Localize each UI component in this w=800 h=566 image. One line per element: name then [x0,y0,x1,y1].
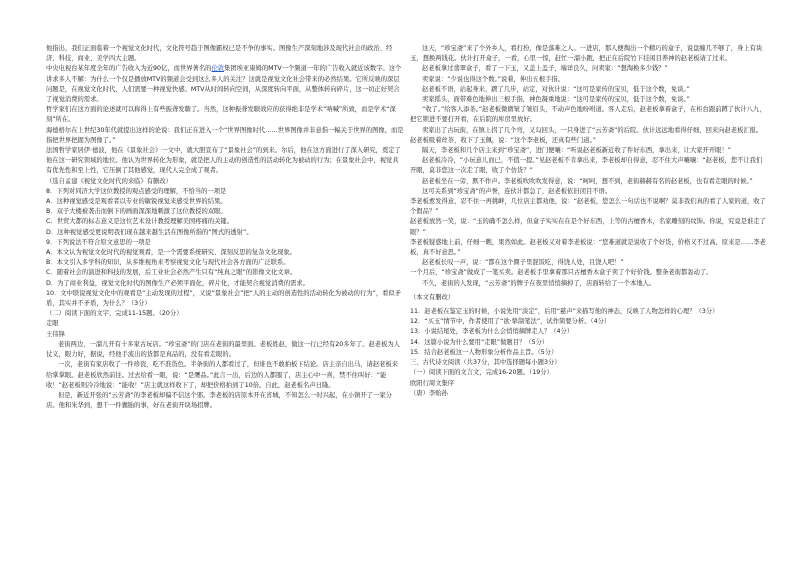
text: 集团埃亚康姆的MTV一个频道一年的广告收入就近该数字。这个讲求多人不解：为什么一个仅是播放MTV的频道会受到这么多人的关注？这就是视觉文化社会带来的必然结果。它所反映的深层问题是，在视觉文化时代，人们需要一种视觉快感。MTV从时间转向空间，从深度转向平面，从整体转向碎片，这一切正好契合了视觉消费的需求。 [46,65,402,104]
question-14: 14．这篇小说为什么要用“走眼”做题目？（5分） [410,338,549,346]
paragraph: 赵老板冷冷，“小玩意儿而已，不值一提。”见赵老板不肯拿出来，李老板却自得意，忍不住大声嚷嚷：“赵老板，您不让我们开眼，莫非您这一次走了眼，收了个仿货？” [410,157,763,175]
paragraph: 卖家出了古玩街，在镇上拐了几个弯，又勾回头，一只身进了“云芳斋”的后院。伙计远远地看得仔细，回来向赵老板汇报。赵老板吸着丝茶，收下了玉佩，说：“这个李老板，还真有些门道。” [410,126,763,144]
option: B．本文引入多学科的知识，从多维视角来考察视觉文化与现代社会各方面的广泛联系。 [46,259,290,267]
option: D．为了商业利益，视觉文化时代的图像生产必须平面化，碎片化，才能契合视觉消费的需求。 [46,279,310,287]
option: C．世贸大都的标志意义是这位艺术设计教授理解美国疼痛的关键。 [46,218,234,226]
paragraph: 卖家说：“少说也得这个数。”说着，伸出五根手指。 [422,75,564,83]
paragraph: 李老板愈发得意，忍不住一再挑衅，几位店主都劝他，说：“赵老板，您怎么一句话也不说啊？莫非我们真的看了人家的道，收了个假品？” [410,198,766,216]
section-heading: 三、古代诗文阅读（共37分，其中选择题每小题3分） [410,359,561,367]
question-12: 12．“买玉”情节中，作者使用了“欲·挚制笔法”，试作简要分析。（4分） [410,318,611,326]
paragraph: 一次，老街有家店收了一件珍瓷，吃不准货色。半条街的人都看过了，但谁也不敢拍板下结论。店主亲自出马，请赵老板来给掌掌眼。赵老板欣然前往。过去给看一眼，说：“是赝品。”此言一出，后边的人都服了，店主心中一喜，禁不住叫好：“能收！”赵老板则冷冷地说：“能收！”店主就这样收下了，却把价格拍到了10倍。自此，赵老板名声日隆。 [46,361,399,389]
section-heading: （二）阅读下面的文字，完成11-15题。（20分） [46,310,183,318]
paragraph: 赵老板拿过翡翠盒子，看了一下玉，又盖上盖子，端详良久，问卖家：“想淘换多少钱？” [422,65,668,73]
left-column [46,44,404,411]
hyperlink[interactable]: 伦敦 [211,65,225,73]
paragraph: 赵老板坐在一旁，默不作声。李老板吹吹吹发得意，说：“呵呵，想不到，老街赫赫有名的赵老板，也有看走眼的时候。” [422,177,753,185]
paragraph: 老街两边，一溜儿开有十多家古玩店。“珍宝斋”的门店在老街的最里面。老板姓赵，做这一行已经有20多年了。赵老板为人仗义，眼力好，据说，经他手流出的货都是真品的，没有看走眼的。 [46,340,400,359]
text: 中央电视台某年度全年的广告收入为近90亿，而世界著名的 [46,65,212,73]
paragraph: 卖家摇头，面带难色地伸出三根手指，神色凝重地说：“这可是家传的宝贝，低于这个数，免谈。” [422,96,690,104]
paragraph: 隔天，李老板和几个店主来到“珍宝斋”，进门便嚷：“听说赵老板新近收了件好东西，拿出来，让大家开开眼！” [422,147,732,155]
question-10: 10．文中联说视觉文化中的观看是“主动发现的过程”，又说“景象社会”把“人的主动的创造性的活动转化为被动的行为”，看似矛盾，其实并不矛盾，为什么？（3分） [46,289,402,308]
poem-author: （唐）李贻孙 [410,389,448,397]
paragraph: 海德格尔在上世纪30年代就提出这样的论说：我们正在进入一个“世界图像时代……世界图像并非意指一幅关于世界的图像，而是指把世界把握为图像了。” [46,126,404,144]
paragraph: 法国哲学家居伊·德波，他在《景象社会》一文中，就大胆宣布了“景象社会”的到来。尔后，他在这方面进行了深入研究，奠定了他在这一研究领域的地位。他认为世界转化为形象，就是把人的主动的创造性的活动转化为被动的行为；在景象社会中，视觉具有优先性和至上性，它压倒了其他感觉，现代人完全成了观者。 [46,147,401,175]
note: （本文有删改） [410,293,455,301]
paragraph [46,64,404,105]
question-13: 13．小说结尾处，李老板为什么会悄悄摘牌走人？（4分） [410,328,574,336]
question-11: 11．赵老板在鉴定玉的时候，小说先用“淡定”，后用“慈声”来描写他的神态，反映了人物怎样的心理？（3分） [410,308,719,316]
option: B．双子大楼被袭击而倒下的画面深深地刺激了这位教授的双眼。 [46,208,227,216]
paragraph: 李老板疑惑地上前，仔细一瞧，果然如此。赵老板又对着李老板说：“您难道就是说收了个好货，价格又不过高，原来是……李老板，真不好意思。” [410,238,766,257]
option: A．这种视觉感受是观看者以专业的敏锐视觉来感受世界的结果。 [46,198,227,206]
paragraph: 一个月后，“珍宝斋”做成了一笔买卖。赵老板手里拿着那只古檀香木盒子卖了个好价钱。整条老街都轰动了。 [410,269,713,277]
paragraph: 但是，新近开张的“云芳斋”的李老板却偏不信这个邪。李老板的店原本开在省城，不知怎么一时兴起，在小镇开了一家分店。他和朱华到，想千一件囊胎的事，好在老街开块场招牌。 [46,391,392,410]
paragraph: 这可关系到“珍宝斋”的声誉，连伙计都急了，赵老板依旧闭目不语。 [422,187,612,195]
option: C．随着社会的演进和科技的发展，后工业社会必然产生只有“纯真之眼”的影像文化文章。 [46,269,297,277]
right-column [410,44,766,399]
paragraph: 这天，“珍宝斋”来了个外乡人，看打扮，像是落难之人。一进店，那人便掏出一个精巧的盒子，说盘缠几不够了，身上有块玉，想换两钱花。伙计打开盒子，一看，心里一惊，赶忙一溜小跑，把正在后院竹下挂闲目养神的赵老板请了过来。 [410,45,763,63]
story-title: 走眼 [46,320,59,328]
paragraph: “收了。”给客人添茶。”赵老板微微皱了皱眉头，不动声色地吩咐道。客人走后，赵老板拿着盒子，在柜台跟前蹲了伙计八九，把它锁进不要打开看，在后院的库房里放好。 [410,106,766,124]
option: D．这种视觉感受更说明我们现在越来越生活在图像所指的“图式的透射”。 [46,228,253,236]
question-9: 9．下列说法不符合原文意思的一项是 [46,238,151,246]
source-note: （选自孟建《视觉文化时代的来临》有删改） [46,177,172,185]
story-author: 王伟锋 [46,330,65,338]
subsection-heading: （一）阅读下面的文言文，完成16-20题。（19分） [410,369,553,377]
question-15: 15．结合赵老板这一人物形象分析作品主旨。（5分） [410,348,558,356]
paragraph: 赵老板不语，站起身来，踱了几步，站定，对伙计说：“这可是家传的宝贝，低于这个数，免谈。” [422,85,690,93]
paragraph: 他指出，我们正面临着一个视觉文化时代，文化符号趋于图像霸权已是不争的事实。图像生产深刻地涉及现代社会的政治、经济、科技、商业、美学四大主题。 [46,45,393,63]
paragraph: 赵老板长叹一声，说：“都在这个圈子里混饭吃，得饶人处，且饶人吧！” [422,259,624,267]
poem-title: 欧阳行周文集序 [410,379,455,387]
paragraph: 哲学家们在这方面的论述就可以称得上有些振聋发聩了。当然，这种振聋发聩效应的获得绝非是学术“呐喊”所致，而是学术“深刻”所在。 [46,106,396,124]
option: A．本文认为视觉文化时代的视觉观看，是一个需要系统研究、深刻反思的复杂文化现象。 [46,249,296,257]
paragraph: 不久，老街的人发现，“云芳斋”的牌子在夜里悄悄摘掉了，店面转给了一个本地人。 [422,279,656,287]
question-8: 8．下列对同济大学这位教授的观点感受的理解，不恰当的一项是 [46,187,227,195]
paragraph: 赵老板放然一笑，说：“玉的确不怎么样，但盒子实实在在是个好东西，上等的古檀香木，名家雕刻的纹饰。你说，究竟是谁走了眼？” [410,218,766,236]
